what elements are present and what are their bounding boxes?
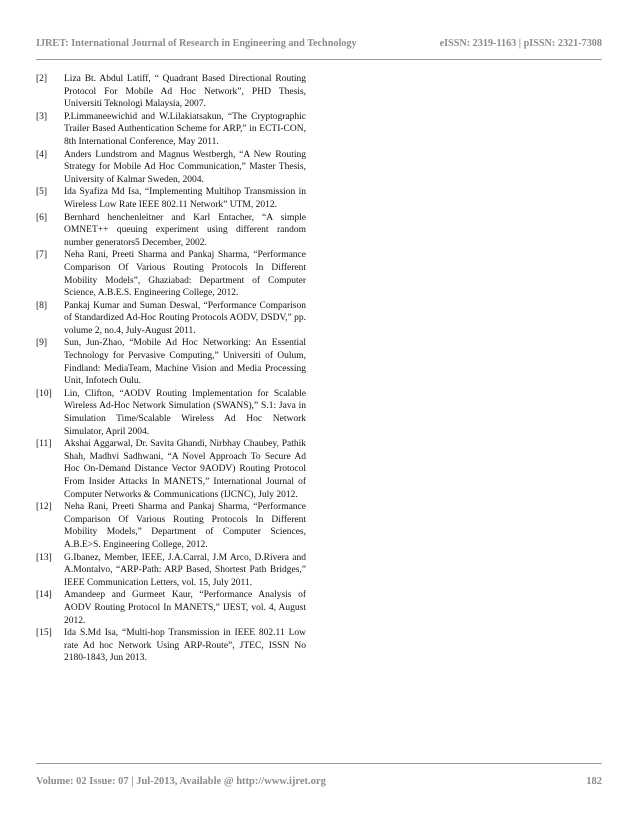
reference-item <box>36 501 306 551</box>
reference-item <box>36 73 306 111</box>
reference-number: [14] <box>36 590 52 601</box>
reference-number: [2] <box>36 74 48 84</box>
reference-item <box>36 337 306 387</box>
reference-number: [8] <box>36 300 48 311</box>
reference-number: [13] <box>36 552 52 563</box>
reference-number: [9] <box>36 338 48 349</box>
running-header <box>36 38 602 49</box>
reference-text: Akshai Aggarwal, Dr. Savita Ghandi, Nirbhay Chaubey, Pathik Shah, Madhvi Sadhwani, “A Novel Approach To Secure Ad Hoc On-Demand Distance Vector 9AODV) Routing Protocol From Insider Attacks In MANETS,” International Journal of Computer Networks & Communications (IJCNC), July 2012. <box>64 439 306 500</box>
reference-text: Neha Rani, Preeti Sharma and Pankaj Sharma, “Performance Comparison Of Various Routing Protocols In Different Mobility Models”, Ghaziabad: Department of Computer Science, A.B.E.S. Engineering College, 2012. <box>64 250 306 299</box>
footer-divider <box>36 763 602 764</box>
reference-item <box>36 438 306 501</box>
reference-number: [6] <box>36 212 48 223</box>
reference-number: [10] <box>36 388 52 399</box>
reference-text: Sun, Jun-Zhao, “Mobile Ad Hoc Networking: An Essential Technology for Pervasive Computing,” Universiti of Oulum, Findland: MediaTeam, Machine Vision and Media Processing Unit, Infotech Oulu. <box>64 338 306 387</box>
reference-number: [4] <box>36 149 48 160</box>
reference-number: [3] <box>36 111 48 122</box>
issn-info: eISSN: 2319-1163 | pISSN: 2321-7308 <box>439 38 602 49</box>
reference-number: [12] <box>36 502 52 513</box>
reference-list <box>36 73 306 665</box>
reference-text: Ida Syafiza Md Isa, “Implementing Multihop Transmission in Wireless Low Rate IEEE 802.11 Network” UTM, 2012. <box>64 187 306 210</box>
reference-text: Bernhard henchenleitner and Karl Entacher, “A simple OMNET++ queuing experiment using different random number generators5 December, 2002. <box>64 212 306 248</box>
reference-item <box>36 300 306 338</box>
reference-item <box>36 552 306 590</box>
reference-text: Neha Rani, Preeti Sharma and Pankaj Sharma, “Performance Comparison Of Various Routing Protocols In Different Mobility Models,” Department of Computer Sciences, A.B.E>S. Engineering College, 2012. <box>64 502 306 550</box>
reference-text: Anders Lundstrom and Magnus Westbergh, “A New Routing Strategy for Mobile Ad Hoc Communication,” Master Thesis, University of Kalmar Sweden, 2004. <box>64 149 306 185</box>
reference-item <box>36 149 306 187</box>
reference-item <box>36 212 306 250</box>
reference-text: G.Ibanez, Member, IEEE, J.A.Carral, J.M Arco, D.Rivera and A.Montalvo, “ARP-Path: ARP Based, Shortest Path Bridges,” IEEE Communication Letters, vol. 15, July 2011. <box>64 552 306 588</box>
reference-item <box>36 186 306 211</box>
reference-item <box>36 388 306 438</box>
reference-item <box>36 111 306 149</box>
reference-text: Ida S.Md Isa, “Multi-hop Transmission in IEEE 802.11 Low rate Ad hoc Network Using ARP-Route”, JTEC, ISSN No 2180-1843, Jun 2013. <box>64 628 306 664</box>
volume-info: Volume: 02 Issue: 07 | Jul-2013, Available @ http://www.ijret.org <box>36 776 326 787</box>
reference-text: P.Limmaneewichid and W.Lilakiatsakun, “The Cryptographic Trailer Based Authentication Scheme for ARP,” in ECTI-CON, 8th International Conference, May 2011. <box>64 111 306 147</box>
header-divider <box>36 59 602 60</box>
reference-text: Liza Bt. Abdul Latiff, “ Quadrant Based Directional Routing Protocol For Mobile Ad Hoc Network”, PHD Thesis, Universiti Teknologi Malaysia, 2007. <box>64 74 306 110</box>
reference-number: [5] <box>36 187 48 198</box>
reference-text: Lin, Clifton, “AODV Routing Implementation for Scalable Wireless Ad-Hoc Network Simulation (SWANS),” S.1: Java in Simulation Time/Scalable Wireless Ad Hoc Network Simulator, April 2004. <box>64 388 306 437</box>
reference-number: [11] <box>36 439 52 450</box>
reference-number: [7] <box>36 250 48 261</box>
reference-item <box>36 627 306 665</box>
reference-item <box>36 249 306 299</box>
reference-number: [15] <box>36 628 52 639</box>
reference-text: Pankaj Kumar and Suman Deswal, “Performance Comparison of Standardized Ad-Hoc Routing Protocols AODV, DSDV,” pp. volume 2, no.4, July-August 2011. <box>64 300 306 336</box>
reference-item <box>36 589 306 627</box>
running-footer <box>36 776 602 787</box>
journal-name: IJRET: International Journal of Research in Engineering and Technology <box>36 38 357 49</box>
reference-text: Amandeep and Gurmeet Kaur, “Performance Analysis of AODV Routing Protocol In MANETS,” IJEST, vol. 4, August 2012. <box>64 590 306 626</box>
page-number: 182 <box>586 776 602 787</box>
